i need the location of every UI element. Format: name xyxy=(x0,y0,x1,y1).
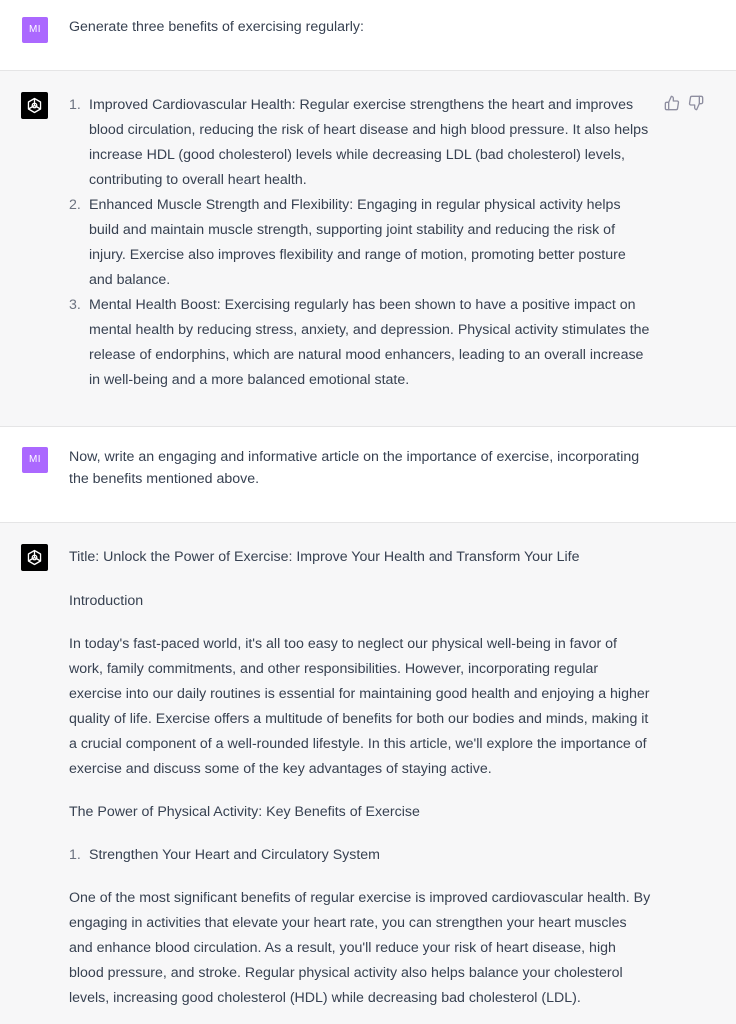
user-message-text xyxy=(69,15,659,40)
list-line: release of endorphins, which are natural mood enhancers, leading to an overall increase xyxy=(89,347,644,363)
paragraph-line: exercise into our daily routines is essential for maintaining good health and enjoying a higher xyxy=(69,686,650,702)
list-item xyxy=(69,93,659,193)
intro-heading: Introduction xyxy=(69,593,144,609)
paragraph-line: work, family commitments, and other responsibilities. However, incorporating regular xyxy=(69,661,599,677)
assistant-avatar xyxy=(21,544,48,571)
list-line: in well-being and a more balanced emotional state. xyxy=(89,372,410,388)
list-line: Mental Health Boost: Exercising regularly has been shown to have a positive impact on xyxy=(89,297,636,313)
paragraph-line: engaging in activities that elevate your heart rate, you can strengthen your heart muscles xyxy=(69,915,627,931)
assistant-message-text xyxy=(69,545,659,1011)
list-line: Enhanced Muscle Strength and Flexibility: Engaging in regular physical activity helps xyxy=(89,197,621,213)
paragraph-line: levels, increasing good cholesterol (HDL) while decreasing bad cholesterol (LDL). xyxy=(69,990,581,1006)
list-line: contributing to overall heart health. xyxy=(89,172,307,188)
thumbs-up-icon[interactable] xyxy=(664,95,680,116)
user-prompt-line: Now, write an engaging and informative article on the importance of exercise, incorporating xyxy=(69,449,640,465)
list-line: build and maintain muscle strength, supporting joint stability and reducing the risk of xyxy=(89,222,616,238)
user-avatar: MI xyxy=(22,447,48,473)
benefits-list xyxy=(69,93,659,393)
intro-paragraph xyxy=(69,632,659,782)
list-line: mental health by reducing stress, anxiety, and depression. Physical activity stimulates the xyxy=(89,322,650,338)
list-line: and balance. xyxy=(89,272,171,288)
paragraph-line: exercise and discuss some of the key advantages of staying active. xyxy=(69,761,492,777)
subheading-text: Strengthen Your Heart and Circulatory System xyxy=(89,847,380,863)
list-line: Improved Cardiovascular Health: Regular exercise strengthens the heart and improves xyxy=(89,97,634,113)
user-avatar: MI xyxy=(22,17,48,43)
user-prompt: Generate three benefits of exercising regularly: xyxy=(69,19,364,35)
paragraph-line: a crucial component of a well-rounded lifestyle. In this article, we'll explore the importance of xyxy=(69,736,647,752)
list-number: 3. xyxy=(69,297,81,313)
list-line: blood circulation, reducing the risk of heart disease and high blood pressure. It also helps xyxy=(89,122,649,138)
body-paragraph xyxy=(69,886,659,1011)
list-number: 2. xyxy=(69,197,81,213)
list-number: 1. xyxy=(69,97,81,113)
paragraph-line: blood pressure, and stroke. Regular physical activity also helps balance your cholesterol xyxy=(69,965,623,981)
assistant-message-text xyxy=(69,93,659,393)
list-line: increase HDL (good cholesterol) levels while decreasing LDL (bad cholesterol) levels, xyxy=(89,147,625,163)
user-message-2 xyxy=(0,427,736,522)
user-message-1 xyxy=(0,0,736,70)
list-line: injury. Exercise also improves flexibility and range of motion, promoting better posture xyxy=(89,247,626,263)
paragraph-line: In today's fast-paced world, it's all too easy to neglect our physical well-being in favor of xyxy=(69,636,617,652)
list-number: 1. xyxy=(69,847,81,863)
list-item xyxy=(69,193,659,293)
subheading xyxy=(69,843,659,868)
section-heading: The Power of Physical Activity: Key Benefits of Exercise xyxy=(69,804,420,820)
feedback-controls xyxy=(664,95,708,111)
user-prompt-line: the benefits mentioned above. xyxy=(69,471,260,487)
paragraph-line: quality of life. Exercise offers a multitude of benefits for both our bodies and minds, making it xyxy=(69,711,649,727)
user-message-text xyxy=(69,446,659,490)
list-item xyxy=(69,293,659,393)
assistant-message-2 xyxy=(0,523,736,1024)
article-title: Title: Unlock the Power of Exercise: Improve Your Health and Transform Your Life xyxy=(69,549,580,565)
paragraph-line: and enhance blood circulation. As a result, you'll reduce your risk of heart disease, high xyxy=(69,940,616,956)
assistant-avatar xyxy=(21,92,48,119)
assistant-message-1 xyxy=(0,71,736,426)
paragraph-line: One of the most significant benefits of regular exercise is improved cardiovascular health. By xyxy=(69,890,651,906)
thumbs-down-icon[interactable] xyxy=(688,95,704,116)
